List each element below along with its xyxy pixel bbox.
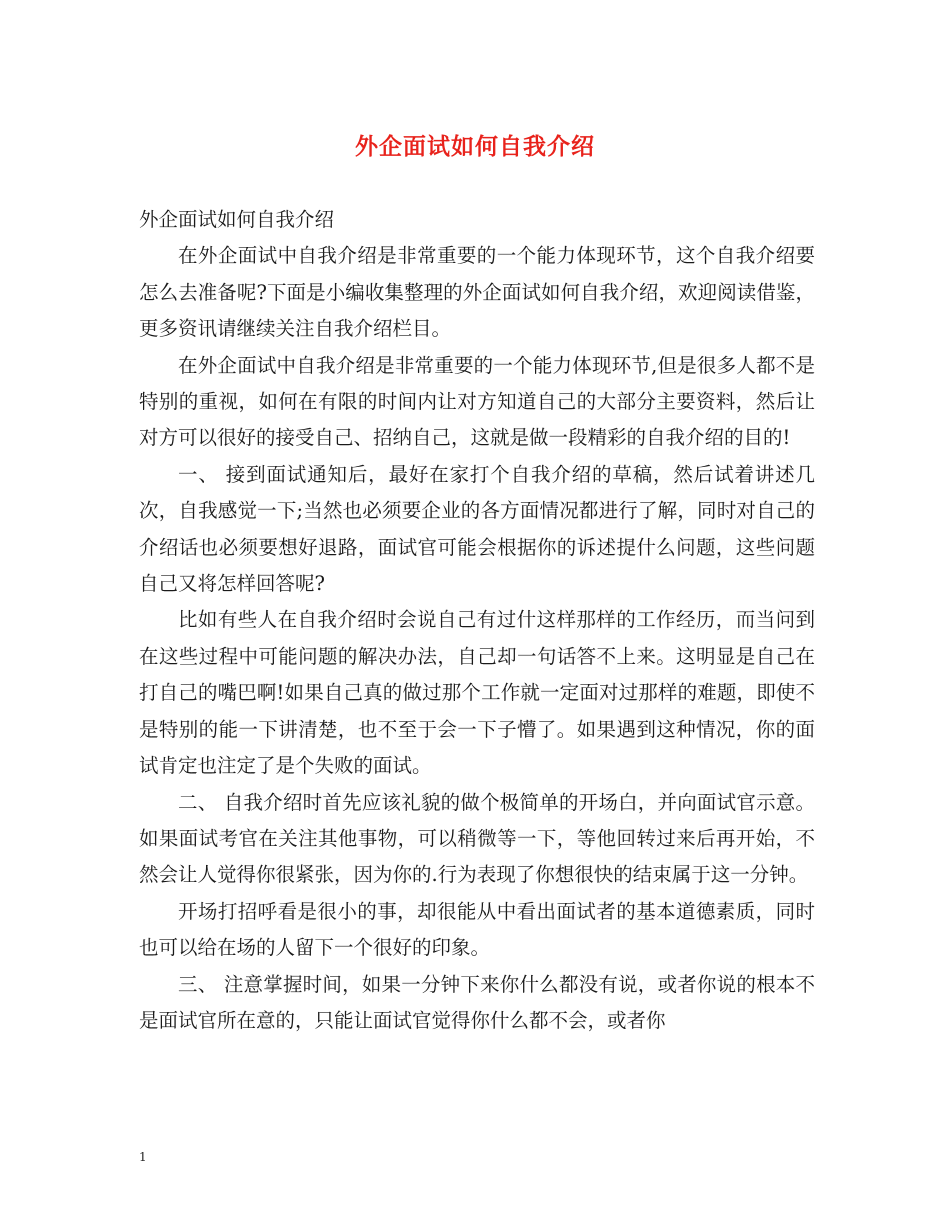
paragraph-example: 比如有些人在自我介绍时会说自己有过什这样那样的工作经历，而当问到在这些过程中可能问题的解决办法，自己却一句话答不上来。这明显是自己在打自己的嘴巴啊!如果自己真的做过那个工作就一定面对过那样的难题，即使不是特别的能一下讲清楚，也不至于会一下子懵了。如果遇到这种情况，你的面试肯定也注定了是个失败的面试。 <box>139 608 815 778</box>
paragraph-point-one: 一、 接到面试通知后，最好在家打个自我介绍的草稿，然后试着讲述几次，自我感觉一下;当然也必须要企业的各方面情况都进行了解，同时对自己的介绍话也必须要想好退路，面试官可能会根据你的诉述提什么问题，这些问题自己又将怎样回答呢? <box>139 462 815 596</box>
paragraph-point-three: 三、 注意掌握时间，如果一分钟下来你什么都没有说，或者你说的根本不是面试官所在意的，只能让面试官觉得你什么都不会，或者你 <box>139 972 815 1032</box>
page-number: 1 <box>139 1150 147 1164</box>
document-title: 外企面试如何自我介绍 <box>355 133 595 160</box>
paragraph-greeting: 开场打招呼看是很小的事，却很能从中看出面试者的基本道德素质，同时也可以给在场的人留下一个很好的印象。 <box>139 899 815 960</box>
body-heading: 外企面试如何自我介绍 <box>139 208 335 231</box>
paragraph-intro: 在外企面试中自我介绍是非常重要的一个能力体现环节，这个自我介绍要怎么去准备呢?下面是小编收集整理的外企面试如何自我介绍，欢迎阅读借鉴，更多资讯请继续关注自我介绍栏目。 <box>139 244 815 341</box>
document-body <box>139 202 815 1039</box>
paragraph-purpose: 在外企面试中自我介绍是非常重要的一个能力体现环节,但是很多人都不是特别的重视，如何在有限的时间内让对方知道自己的大部分主要资料，然后让对方可以很好的接受自己、招纳自己，这就是做一段精彩的自我介绍的目的! <box>139 353 815 450</box>
paragraph-point-two: 二、 自我介绍时首先应该礼貌的做个极简单的开场白，并向面试官示意。如果面试考官在关注其他事物，可以稍微等一下，等他回转过来后再开始，不然会让人觉得你很紧张，因为你的.行为表现了你想很快的结束属于这一分钟。 <box>139 790 815 887</box>
